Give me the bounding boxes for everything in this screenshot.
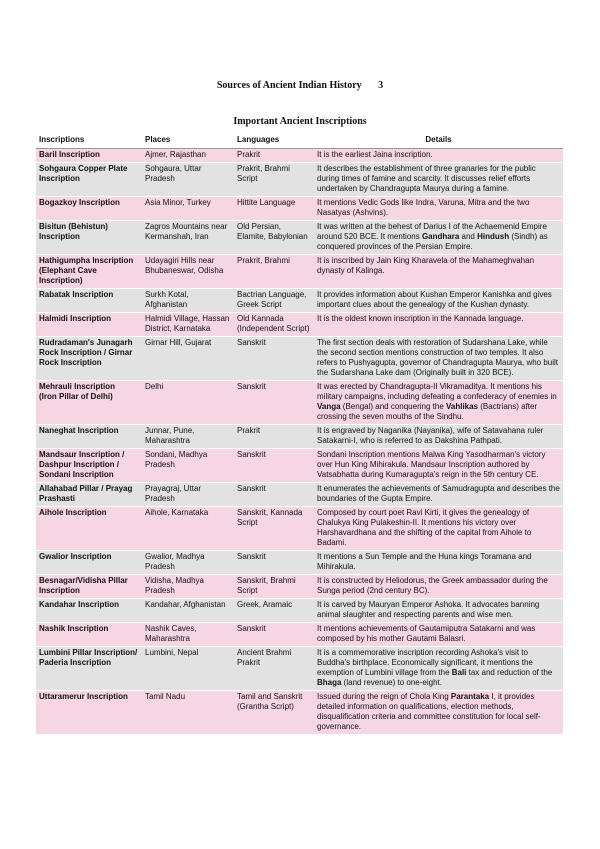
details-emphasis: Hindush — [477, 232, 510, 241]
place-cell: Junnar, Pune, Maharashtra — [142, 425, 234, 449]
details-cell: It describes the establishment of three granaries for the public during times of famine and scarcity. It discusses relief efforts undertaken by Chandragupta Maurya during a famine. — [314, 163, 563, 197]
inscription-name: Sohgaura Copper Plate Inscription — [39, 164, 128, 183]
details-emphasis: Parantaka — [450, 692, 490, 701]
inscription-name-cell — [36, 255, 142, 289]
details-text: (Sindh) as conquered provinces of the Persian Empire. — [317, 232, 548, 251]
language-cell: Sanskrit, Kannada Script — [234, 507, 314, 551]
language-cell: Tamil and Sanskrit (Grantha Script) — [234, 691, 314, 735]
details-cell: It mentions a Sun Temple and the Huna kings Toramana and Mihirakula. — [314, 551, 563, 575]
table-row — [36, 691, 563, 735]
language-cell: Hittite Language — [234, 197, 314, 221]
table-row — [36, 221, 563, 255]
inscription-name: Halmidi Inscription — [39, 314, 112, 323]
place-cell: Surkh Kotal, Afghanistan — [142, 289, 234, 313]
details-cell — [314, 691, 563, 735]
inscription-name: Gwalior Inscription — [39, 552, 112, 561]
details-cell: It mentions achievements of Gautamiputra Satakarni and was composed by his mother Gautami Balasri. — [314, 623, 563, 647]
details-text: and — [459, 232, 478, 241]
language-cell: Old Persian, Elamite, Babylonian — [234, 221, 314, 255]
details-text: Issued during the reign of Chola King — [317, 692, 451, 701]
details-text: It is a commemorative inscription recording Ashoka's visit to Buddha's birthplace. Economically significant, it mentions the exemption of Lumbini village from the — [317, 648, 533, 677]
place-cell: Girnar Hill, Gujarat — [142, 337, 234, 381]
details-text: tax and reduction of the — [466, 668, 553, 677]
details-text: It was erected by Chandragupta-II Vikramaditya. It mentions his military campaigns, including defeating a confederacy of enemies in — [317, 382, 557, 401]
column-header-places: Places — [142, 132, 234, 149]
details-text: (Bactrians) after crossing the seven mouths of the Sindhu. — [317, 402, 538, 421]
inscription-name-cell — [36, 623, 142, 647]
details-cell: It is constructed by Heliodorus, the Greek ambassador during the Sunga period (2nd century BC). — [314, 575, 563, 599]
inscription-name: Bogazkoy Inscription — [39, 198, 120, 207]
details-cell: It is inscribed by Jain King Kharavela of the Mahameghvahan dynasty of Kalinga. — [314, 255, 563, 289]
place-cell: Sondani, Madhya Pradesh — [142, 449, 234, 483]
inscription-name-cell — [36, 599, 142, 623]
details-text: (land revenue) to one-eight. — [341, 678, 442, 687]
inscription-name: Hathigumpha Inscription — [39, 256, 134, 265]
inscription-name-cell — [36, 449, 142, 483]
language-cell: Sanskrit — [234, 449, 314, 483]
details-cell: It enumerates the achievements of Samudragupta and describes the boundaries of the Gupta Empire. — [314, 483, 563, 507]
table-row — [36, 647, 563, 691]
inscription-name: Baril Inscription — [39, 150, 100, 159]
inscription-name-cell — [36, 197, 142, 221]
table-title: Important Ancient Inscriptions — [233, 116, 367, 127]
running-header — [0, 80, 600, 91]
inscription-name: Nashik Inscription — [39, 624, 109, 633]
table-row — [36, 255, 563, 289]
details-emphasis: Bali — [451, 668, 467, 677]
inscription-name: Mandsaur Inscription / Dashpur Inscription / Sondani Inscription — [39, 450, 125, 479]
place-cell: Halmidi Village, Hassan District, Karnataka — [142, 313, 234, 337]
table-row — [36, 483, 563, 507]
inscription-name-cell — [36, 313, 142, 337]
language-cell: Greek, Aramaic — [234, 599, 314, 623]
place-cell: Lumbini, Nepal — [142, 647, 234, 691]
inscription-name: Kandahar Inscription — [39, 600, 120, 609]
table-row — [36, 575, 563, 599]
place-cell: Zagros Mountains near Kermanshah, Iran — [142, 221, 234, 255]
place-cell: Vidisha, Madhya Pradesh — [142, 575, 234, 599]
details-text: It was written at the behest of Darius I of the Achaemenid Empire around 520 BCE. It mentions — [317, 222, 547, 241]
details-cell: It is carved by Mauryan Emperor Ashoka. It advocates banning animal slaughter and respecting parents and wise men. — [314, 599, 563, 623]
table-row — [36, 163, 563, 197]
column-header-details: Details — [314, 132, 563, 149]
details-text: (Bengal) and conquering the — [340, 402, 446, 411]
language-cell: Prakrit — [234, 149, 314, 163]
inscription-name-cell — [36, 149, 142, 163]
inscription-name: Mehrauli Inscription — [39, 382, 116, 391]
details-cell — [314, 647, 563, 691]
details-cell: Sondani Inscription mentions Malwa King Yasodharman's victory over Hun King Mihirakula. Mandsaur Inscription authored by Vatsabhatta during Kumaragupta's reign in the 5th century CE. — [314, 449, 563, 483]
inscription-name-cell — [36, 425, 142, 449]
table-row — [36, 381, 563, 425]
table-row — [36, 599, 563, 623]
inscription-alt-name: (Elephant Cave Inscription) — [39, 266, 97, 285]
inscription-alt-name: (Iron Pillar of Delhi) — [39, 392, 113, 401]
language-cell: Sanskrit — [234, 337, 314, 381]
details-cell: It mentions Vedic Gods like Indra, Varuna, Mitra and the two Nasatyas (Ashvins). — [314, 197, 563, 221]
inscription-name: Aihole Inscription — [39, 508, 107, 517]
details-emphasis: Bhaga — [317, 678, 342, 687]
place-cell: Ajmer, Rajasthan — [142, 149, 234, 163]
details-cell — [314, 381, 563, 425]
inscription-name-cell — [36, 691, 142, 735]
details-cell: The first section deals with restoration of Sudarshana Lake, while the second section mentions construction of two temples. It also refers to Pushyagupta, governor of Chandragupta Maurya, who built the Sudarshana Lake dam (Originally built in 320 BCE). — [314, 337, 563, 381]
place-cell: Asia Minor, Turkey — [142, 197, 234, 221]
inscription-name-cell — [36, 483, 142, 507]
table-row — [36, 149, 563, 163]
inscription-name: Naneghat Inscription — [39, 426, 119, 435]
language-cell: Prakrit, Brahmi — [234, 255, 314, 289]
place-cell: Kandahar, Afghanistan — [142, 599, 234, 623]
inscription-name-cell — [36, 507, 142, 551]
inscription-name: Besnagar/Vidisha Pillar Inscription — [39, 576, 128, 595]
details-cell — [314, 221, 563, 255]
table-body — [36, 149, 563, 735]
language-cell: Sanskrit — [234, 623, 314, 647]
details-text: I, it provides detailed information on qualifications, election methods, disqualification criteria and committee constitution for local self-governance. — [317, 692, 541, 731]
inscription-name: Allahabad Pillar / Prayag Prashasti — [39, 484, 133, 503]
details-cell: Composed by court poet Ravi Kirti, it gives the genealogy of Chalukya King Pulakeshin-II. It mentions his victory over Harshavardhana and the shifting of the capital from Aihole to Badami. — [314, 507, 563, 551]
inscription-name: Uttaramerur Inscription — [39, 692, 128, 701]
table-row — [36, 337, 563, 381]
language-cell: Prakrit, Brahmi Script — [234, 163, 314, 197]
language-cell: Sanskrit — [234, 381, 314, 425]
details-cell: It is the earliest Jaina inscription. — [314, 149, 563, 163]
language-cell: Sanskrit — [234, 551, 314, 575]
language-cell: Ancient Brahmi Prakrit — [234, 647, 314, 691]
place-cell: Udayagiri Hills near Bhubaneswar, Odisha — [142, 255, 234, 289]
inscription-name-cell — [36, 337, 142, 381]
inscription-name: Rabatak Inscription — [39, 290, 114, 299]
inscription-name: Rudradaman's Junagarh Rock Inscription / Girnar Rock Inscription — [39, 338, 133, 367]
table-row — [36, 289, 563, 313]
place-cell: Aihole, Karnataka — [142, 507, 234, 551]
inscription-name: Bisitun (Behistun) Inscription — [39, 222, 108, 241]
column-header-inscriptions: Inscriptions — [36, 132, 142, 149]
language-cell: Sanskrit, Brahmi Script — [234, 575, 314, 599]
page-number: 3 — [378, 80, 384, 91]
table-row — [36, 197, 563, 221]
header-title: Sources of Ancient Indian History — [216, 80, 362, 91]
details-cell: It provides information about Kushan Emperor Kanishka and gives important clues about the genealogy of the Kushan dynasty. — [314, 289, 563, 313]
place-cell: Gwalior, Madhya Pradesh — [142, 551, 234, 575]
details-emphasis: Gandhara — [421, 232, 460, 241]
place-cell: Prayagraj, Uttar Pradesh — [142, 483, 234, 507]
place-cell: Nashik Caves, Maharashtra — [142, 623, 234, 647]
table-row — [36, 449, 563, 483]
table-row — [36, 425, 563, 449]
place-cell: Tamil Nadu — [142, 691, 234, 735]
inscription-name-cell — [36, 551, 142, 575]
table-header — [36, 132, 563, 149]
inscription-name-cell — [36, 221, 142, 255]
details-emphasis: Vanga — [317, 402, 341, 411]
inscriptions-table — [36, 132, 563, 735]
language-cell: Bactrian Language, Greek Script — [234, 289, 314, 313]
inscription-name: Lumbini Pillar Inscription/ Paderia Inscription — [39, 648, 138, 667]
table-row — [36, 313, 563, 337]
inscription-name-cell — [36, 163, 142, 197]
inscription-name-cell — [36, 575, 142, 599]
column-header-languages: Languages — [234, 132, 314, 149]
place-cell: Sohgaura, Uttar Pradesh — [142, 163, 234, 197]
table-row — [36, 551, 563, 575]
details-emphasis: Vahlikas — [445, 402, 479, 411]
place-cell: Delhi — [142, 381, 234, 425]
inscription-name-cell — [36, 289, 142, 313]
language-cell: Prakrit — [234, 425, 314, 449]
language-cell: Sanskrit — [234, 483, 314, 507]
inscription-name-cell — [36, 381, 142, 425]
details-cell: It is the oldest known inscription in the Kannada language. — [314, 313, 563, 337]
table-row — [36, 507, 563, 551]
details-cell: It is engraved by Naganika (Nayanika), wife of Satavahana ruler Satakarni-I, who is referred to as Dakshina Pathpati. — [314, 425, 563, 449]
inscription-name-cell — [36, 647, 142, 691]
language-cell: Old Kannada (Independent Script) — [234, 313, 314, 337]
table-row — [36, 623, 563, 647]
